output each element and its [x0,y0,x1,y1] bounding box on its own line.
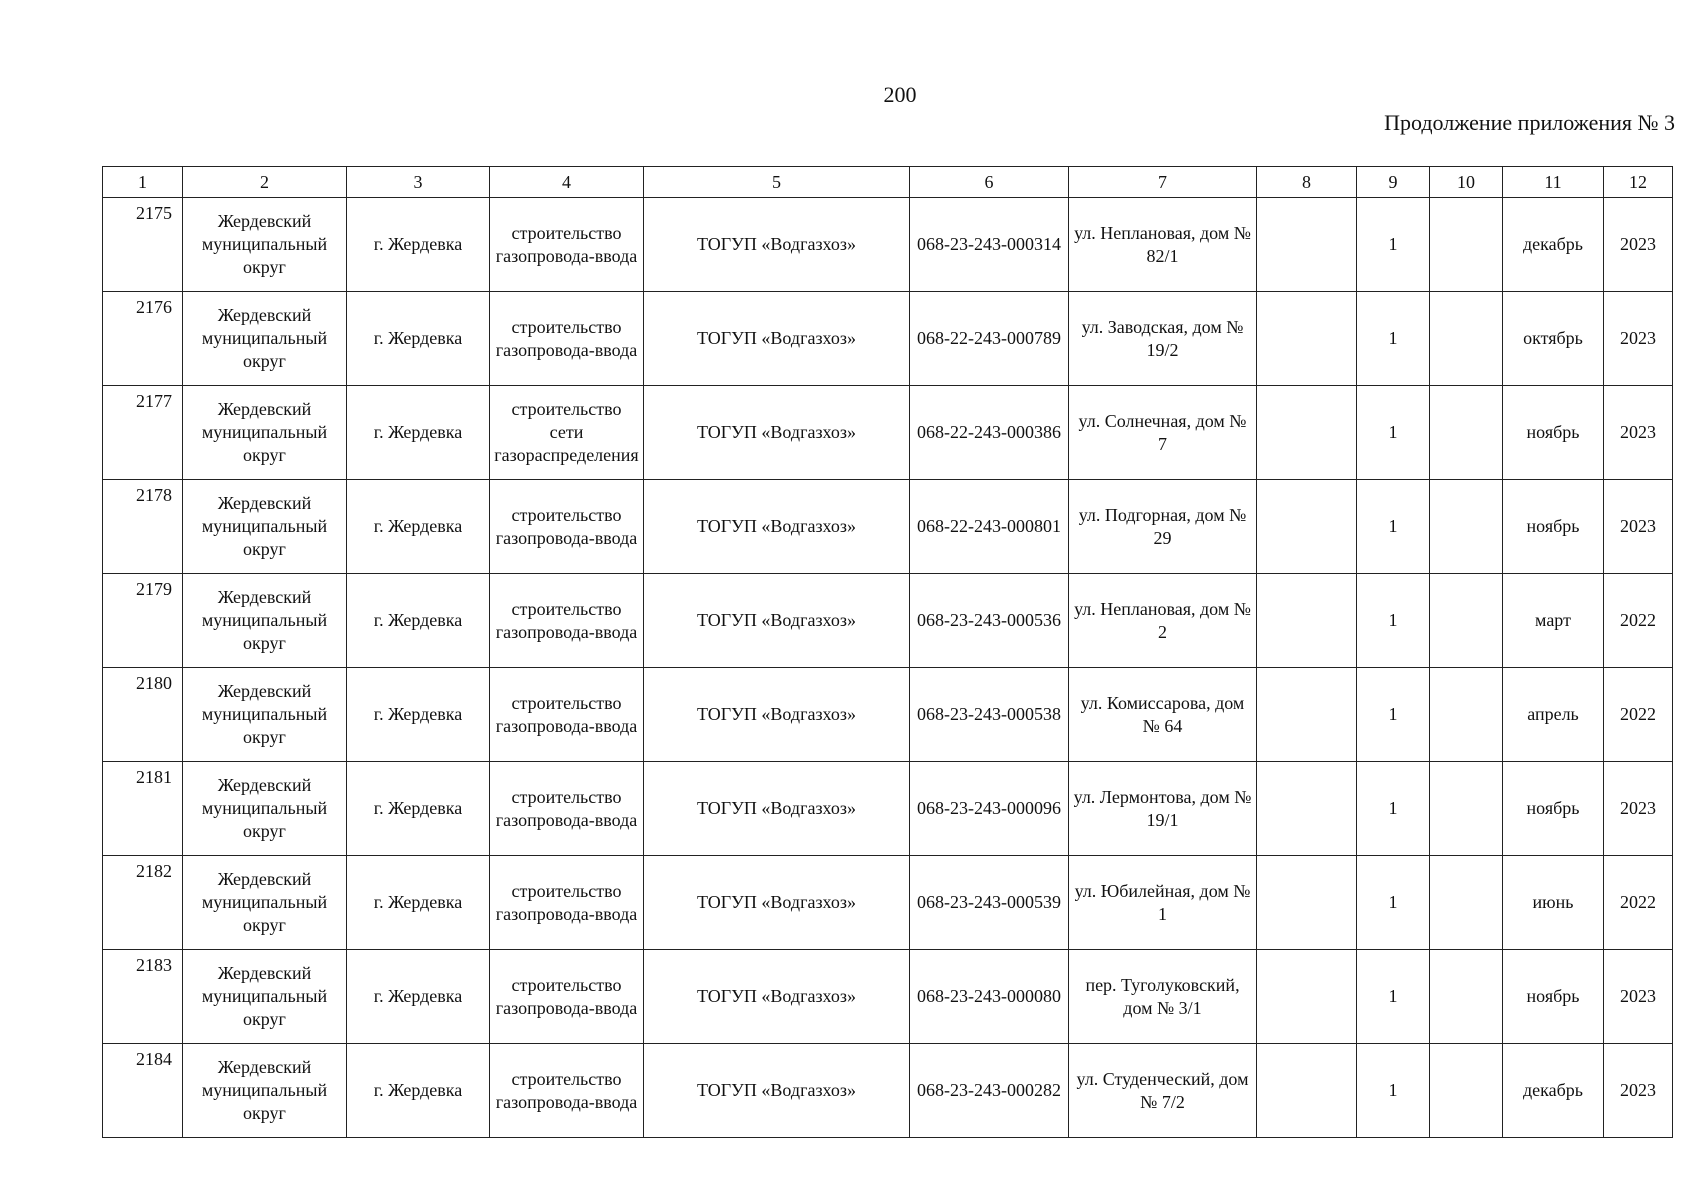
cell-month: октябрь [1503,292,1604,386]
cell-settlement: г. Жердевка [347,386,490,480]
cell-col-8 [1257,856,1357,950]
cell-registry-code: 068-23-243-000080 [910,950,1069,1044]
column-header-8: 8 [1257,167,1357,198]
cell-col-10 [1430,762,1503,856]
cell-organization: ТОГУП «Водгазхоз» [644,856,910,950]
cell-registry-code: 068-23-243-000538 [910,668,1069,762]
cell-settlement: г. Жердевка [347,574,490,668]
cell-address: ул. Солнечная, дом № 7 [1069,386,1257,480]
cell-organization: ТОГУП «Водгазхоз» [644,1044,910,1138]
cell-year: 2023 [1604,1044,1673,1138]
cell-col-8 [1257,292,1357,386]
cell-quantity: 1 [1357,1044,1430,1138]
cell-number: 2183 [103,950,183,1044]
cell-organization: ТОГУП «Водгазхоз» [644,762,910,856]
cell-year: 2023 [1604,292,1673,386]
table-body [103,198,1673,1138]
cell-number: 2178 [103,480,183,574]
cell-address: ул. Лермонтова, дом № 19/1 [1069,762,1257,856]
column-header-10: 10 [1430,167,1503,198]
cell-col-10 [1430,856,1503,950]
cell-quantity: 1 [1357,762,1430,856]
cell-month: декабрь [1503,1044,1604,1138]
table-row [103,574,1673,668]
cell-organization: ТОГУП «Водгазхоз» [644,668,910,762]
cell-number: 2179 [103,574,183,668]
cell-work-type: строительство газопровода-ввода [490,762,644,856]
cell-organization: ТОГУП «Водгазхоз» [644,574,910,668]
cell-col-8 [1257,668,1357,762]
cell-month: ноябрь [1503,480,1604,574]
cell-work-type: строительство газопровода-ввода [490,950,644,1044]
table-row [103,1044,1673,1138]
cell-month: март [1503,574,1604,668]
cell-year: 2023 [1604,480,1673,574]
cell-registry-code: 068-22-243-000386 [910,386,1069,480]
cell-year: 2022 [1604,856,1673,950]
cell-col-8 [1257,574,1357,668]
cell-month: ноябрь [1503,762,1604,856]
cell-settlement: г. Жердевка [347,292,490,386]
cell-settlement: г. Жердевка [347,1044,490,1138]
column-header-12: 12 [1604,167,1673,198]
cell-municipality: Жердевский муниципальный округ [183,574,347,668]
cell-month: апрель [1503,668,1604,762]
cell-address: ул. Заводская, дом № 19/2 [1069,292,1257,386]
cell-quantity: 1 [1357,386,1430,480]
column-header-4: 4 [490,167,644,198]
cell-work-type: строительство сети газораспределения [490,386,644,480]
table-row [103,950,1673,1044]
cell-work-type: строительство газопровода-ввода [490,480,644,574]
cell-quantity: 1 [1357,480,1430,574]
cell-year: 2023 [1604,950,1673,1044]
cell-address: ул. Юбилейная, дом № 1 [1069,856,1257,950]
cell-organization: ТОГУП «Водгазхоз» [644,198,910,292]
cell-year: 2023 [1604,386,1673,480]
table-row [103,668,1673,762]
cell-col-8 [1257,198,1357,292]
column-header-11: 11 [1503,167,1604,198]
cell-address: ул. Неплановая, дом № 82/1 [1069,198,1257,292]
table-row [103,762,1673,856]
cell-municipality: Жердевский муниципальный округ [183,198,347,292]
column-header-2: 2 [183,167,347,198]
cell-registry-code: 068-22-243-000789 [910,292,1069,386]
cell-municipality: Жердевский муниципальный округ [183,668,347,762]
cell-number: 2175 [103,198,183,292]
cell-address: пер. Туголуковский, дом № 3/1 [1069,950,1257,1044]
cell-address: ул. Комиссарова, дом № 64 [1069,668,1257,762]
table-row [103,386,1673,480]
cell-month: июнь [1503,856,1604,950]
cell-municipality: Жердевский муниципальный округ [183,950,347,1044]
cell-organization: ТОГУП «Водгазхоз» [644,386,910,480]
cell-settlement: г. Жердевка [347,762,490,856]
cell-col-10 [1430,292,1503,386]
cell-address: ул. Неплановая, дом № 2 [1069,574,1257,668]
appendix-continuation-note: Продолжение приложения № 3 [1384,110,1675,135]
cell-year: 2022 [1604,574,1673,668]
cell-col-10 [1430,386,1503,480]
cell-work-type: строительство газопровода-ввода [490,668,644,762]
cell-work-type: строительство газопровода-ввода [490,856,644,950]
cell-month: декабрь [1503,198,1604,292]
table-row [103,856,1673,950]
column-header-5: 5 [644,167,910,198]
cell-registry-code: 068-22-243-000801 [910,480,1069,574]
cell-month: ноябрь [1503,386,1604,480]
cell-quantity: 1 [1357,292,1430,386]
cell-number: 2182 [103,856,183,950]
cell-col-10 [1430,198,1503,292]
table-row [103,480,1673,574]
cell-organization: ТОГУП «Водгазхоз» [644,950,910,1044]
cell-settlement: г. Жердевка [347,856,490,950]
column-header-6: 6 [910,167,1069,198]
column-header-1: 1 [103,167,183,198]
cell-number: 2184 [103,1044,183,1138]
cell-col-8 [1257,480,1357,574]
cell-registry-code: 068-23-243-000096 [910,762,1069,856]
column-header-9: 9 [1357,167,1430,198]
cell-number: 2181 [103,762,183,856]
cell-year: 2023 [1604,198,1673,292]
cell-number: 2176 [103,292,183,386]
cell-quantity: 1 [1357,198,1430,292]
column-header-3: 3 [347,167,490,198]
cell-settlement: г. Жердевка [347,480,490,574]
cell-work-type: строительство газопровода-ввода [490,1044,644,1138]
page-number: 200 [883,82,917,107]
cell-col-8 [1257,762,1357,856]
cell-registry-code: 068-23-243-000314 [910,198,1069,292]
cell-municipality: Жердевский муниципальный округ [183,292,347,386]
cell-col-8 [1257,386,1357,480]
cell-quantity: 1 [1357,668,1430,762]
cell-year: 2023 [1604,762,1673,856]
cell-municipality: Жердевский муниципальный округ [183,386,347,480]
cell-municipality: Жердевский муниципальный округ [183,762,347,856]
cell-organization: ТОГУП «Водгазхоз» [644,292,910,386]
cell-col-10 [1430,574,1503,668]
cell-settlement: г. Жердевка [347,198,490,292]
cell-municipality: Жердевский муниципальный округ [183,1044,347,1138]
cell-col-10 [1430,1044,1503,1138]
cell-address: ул. Подгорная, дом № 29 [1069,480,1257,574]
cell-col-8 [1257,1044,1357,1138]
cell-quantity: 1 [1357,574,1430,668]
cell-settlement: г. Жердевка [347,668,490,762]
cell-address: ул. Студенческий, дом № 7/2 [1069,1044,1257,1138]
cell-year: 2022 [1604,668,1673,762]
cell-number: 2180 [103,668,183,762]
cell-municipality: Жердевский муниципальный округ [183,480,347,574]
cell-work-type: строительство газопровода-ввода [490,292,644,386]
cell-col-10 [1430,668,1503,762]
cell-col-8 [1257,950,1357,1044]
cell-registry-code: 068-23-243-000539 [910,856,1069,950]
cell-quantity: 1 [1357,856,1430,950]
table-header [103,167,1673,198]
registry-table [102,166,1673,1138]
cell-quantity: 1 [1357,950,1430,1044]
cell-col-10 [1430,480,1503,574]
cell-registry-code: 068-23-243-000536 [910,574,1069,668]
cell-work-type: строительство газопровода-ввода [490,198,644,292]
cell-col-10 [1430,950,1503,1044]
header-row [103,167,1673,198]
table-row [103,292,1673,386]
cell-number: 2177 [103,386,183,480]
cell-registry-code: 068-23-243-000282 [910,1044,1069,1138]
cell-work-type: строительство газопровода-ввода [490,574,644,668]
cell-month: ноябрь [1503,950,1604,1044]
table-row [103,198,1673,292]
cell-organization: ТОГУП «Водгазхоз» [644,480,910,574]
cell-municipality: Жердевский муниципальный округ [183,856,347,950]
cell-settlement: г. Жердевка [347,950,490,1044]
column-header-7: 7 [1069,167,1257,198]
